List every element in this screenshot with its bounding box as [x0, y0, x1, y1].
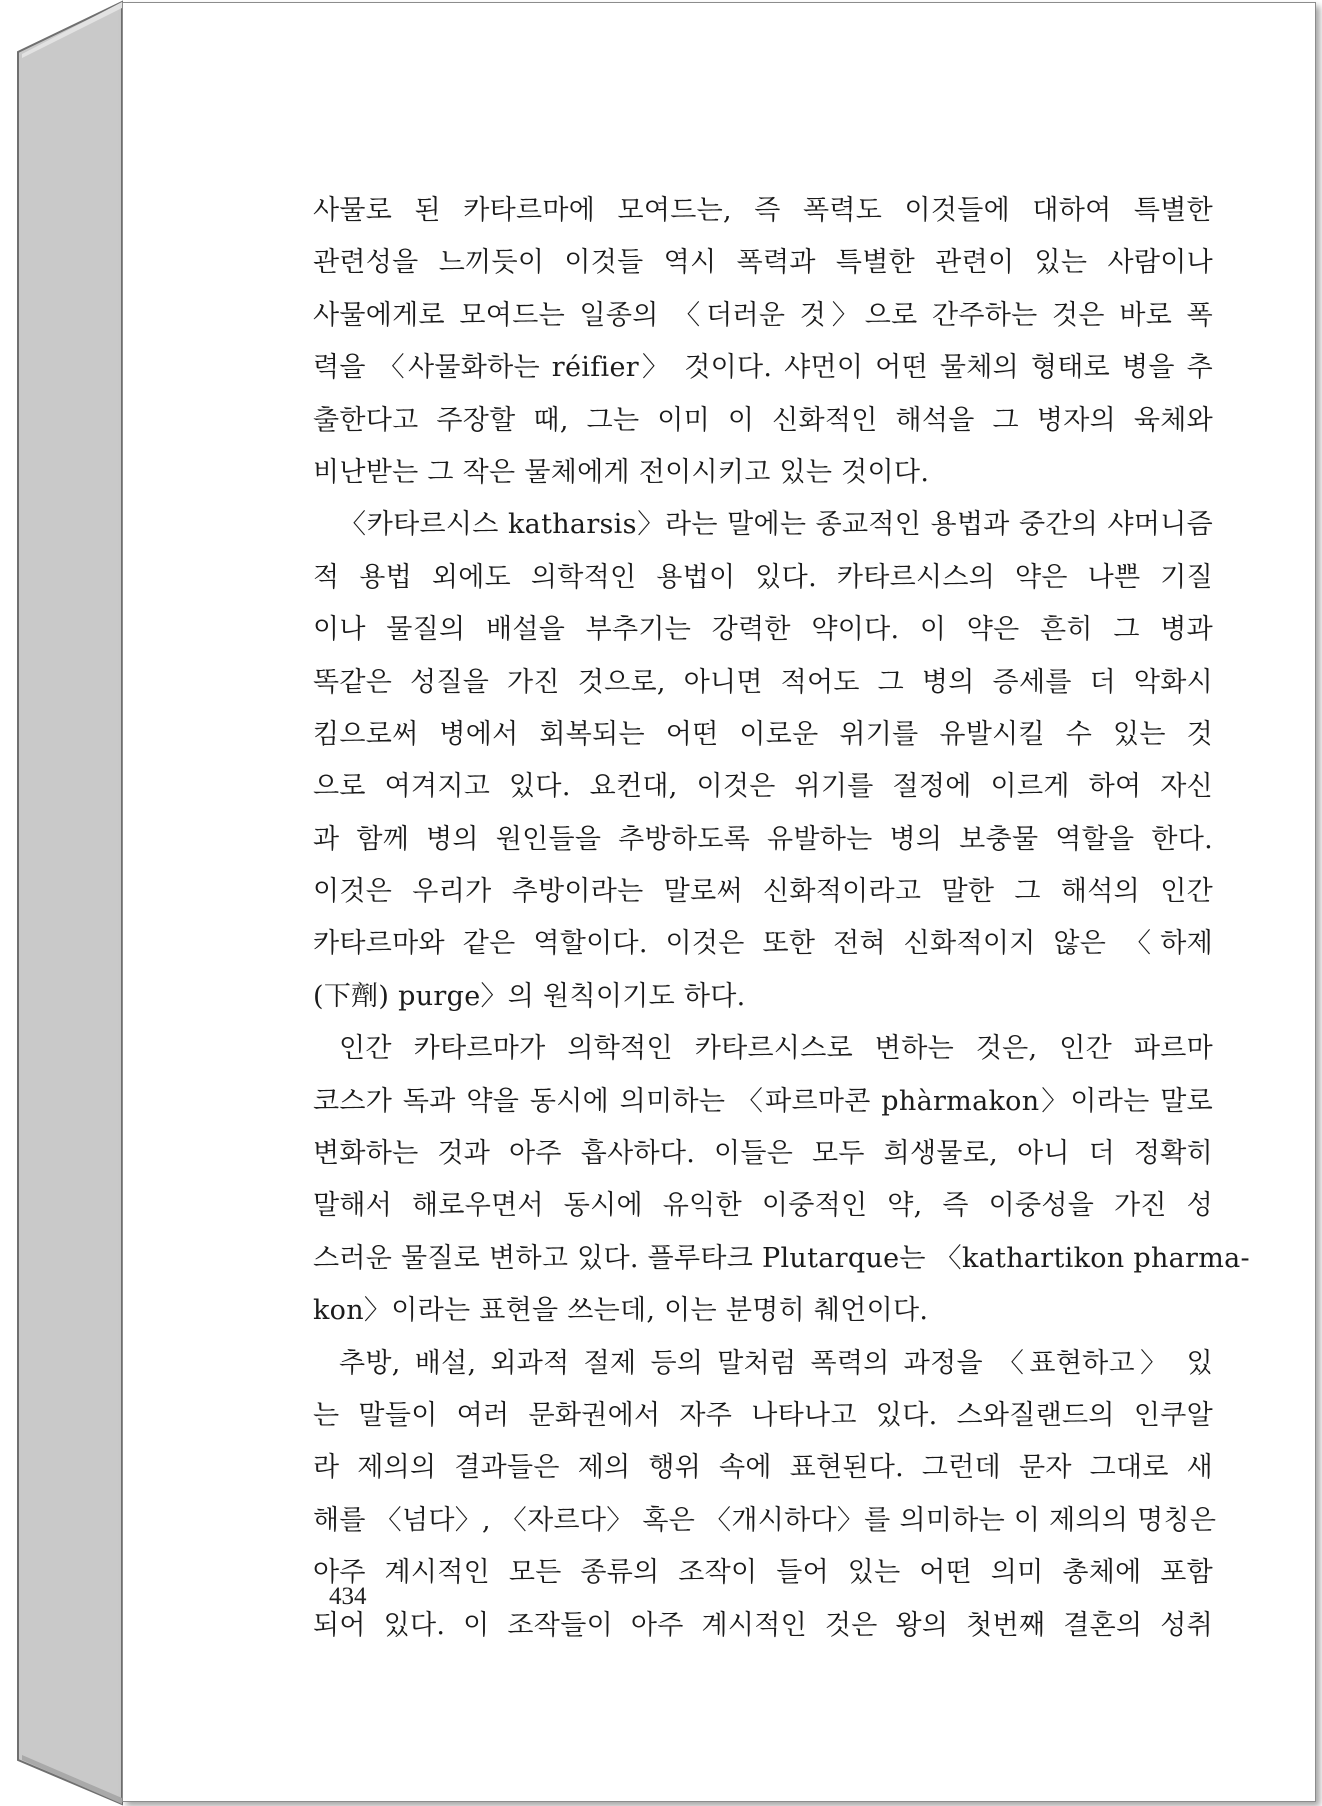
text-line: 말해서 해로우면서 동시에 유익한 이중적인 약, 즉 이중성을 가진 성	[313, 1190, 1213, 1222]
text-line: 과 함께 병의 원인들을 추방하도록 유발하는 병의 보충물 역할을 한다.	[313, 823, 1213, 855]
text-line: 킴으로써 병에서 회복되는 어떤 이로운 위기를 유발시킬 수 있는 것	[313, 718, 1213, 750]
text-line: 똑같은 성질을 가진 것으로, 아니면 적어도 그 병의 증세를 더 악화시	[313, 666, 1213, 698]
text-line: 스러운 물질로 변하고 있다. 플루타크 Plutarque는 〈kathartikon pharma-	[313, 1242, 1250, 1274]
text-line: 사물에게로 모여드는 일종의 〈더러운 것〉으로 간주하는 것은 바로 폭	[313, 299, 1213, 331]
text-line: 변화하는 것과 아주 흡사하다. 이들은 모두 희생물로, 아니 더 정확히	[313, 1138, 1213, 1170]
text-line: 되어 있다. 이 조작들이 아주 계시적인 것은 왕의 첫번째 결혼의 성취	[313, 1609, 1213, 1641]
text-line: (下劑) purge〉의 원칙이기도 하다.	[313, 980, 746, 1012]
text-line: 추방, 배설, 외과적 절제 등의 말처럼 폭력의 과정을 〈표현하고〉 있	[339, 1347, 1213, 1379]
text-line: 인간 카타르마가 의학적인 카타르시스로 변하는 것은, 인간 파르마	[339, 1033, 1213, 1065]
text-line: kon〉이라는 표현을 쓰는데, 이는 분명히 췌언이다.	[313, 1295, 929, 1327]
page-number: 434	[329, 1583, 367, 1610]
text-line: 아주 계시적인 모든 종류의 조작이 들어 있는 어떤 의미 총체에 포함	[313, 1557, 1213, 1589]
text-line: 라 제의의 결과들은 제의 행위 속에 표현된다. 그런데 문자 그대로 새	[313, 1452, 1213, 1484]
text-line: 력을 〈사물화하는 réifier〉 것이다. 샤먼이 어떤 물체의 형태로 병을 추	[313, 352, 1213, 384]
text-line: 카타르마와 같은 역할이다. 이것은 또한 전혀 신화적이지 않은 〈하제	[313, 928, 1213, 960]
text-line: 적 용법 외에도 의학적인 용법이 있다. 카타르시스의 약은 나쁜 기질	[313, 561, 1213, 593]
text-line: 비난받는 그 작은 물체에게 전이시키고 있는 것이다.	[313, 456, 930, 488]
text-line: 해를 〈넘다〉, 〈자르다〉 혹은 〈개시하다〉를 의미하는 이 제의의 명칭은	[313, 1504, 1217, 1536]
book-page	[122, 2, 1316, 1802]
body-text	[313, 185, 1250, 1652]
text-line: 는 말들이 여러 문화권에서 자주 나타나고 있다. 스와질랜드의 인쿠알	[313, 1399, 1213, 1431]
text-line: 사물로 된 카타르마에 모여드는, 즉 폭력도 이것들에 대하여 특별한	[313, 195, 1213, 226]
text-line: 코스가 독과 약을 동시에 의미하는 〈파르마콘 phàrmakon〉이라는 말로	[313, 1085, 1213, 1117]
text-line: 관련성을 느끼듯이 이것들 역시 폭력과 특별한 관련이 있는 사람이나	[313, 247, 1213, 279]
book-spine	[0, 0, 140, 1806]
text-line: 〈카타르시스 katharsis〉라는 말에는 종교적인 용법과 중간의 샤머니즘	[339, 509, 1213, 541]
text-line: 출한다고 주장할 때, 그는 이미 이 신화적인 해석을 그 병자의 육체와	[313, 404, 1213, 436]
text-line: 으로 여겨지고 있다. 요컨대, 이것은 위기를 절정에 이르게 하여 자신	[313, 771, 1213, 803]
text-line: 이나 물질의 배설을 부추기는 강력한 약이다. 이 약은 흔히 그 병과	[313, 614, 1213, 646]
text-line: 이것은 우리가 추방이라는 말로써 신화적이라고 말한 그 해석의 인간	[313, 876, 1213, 908]
